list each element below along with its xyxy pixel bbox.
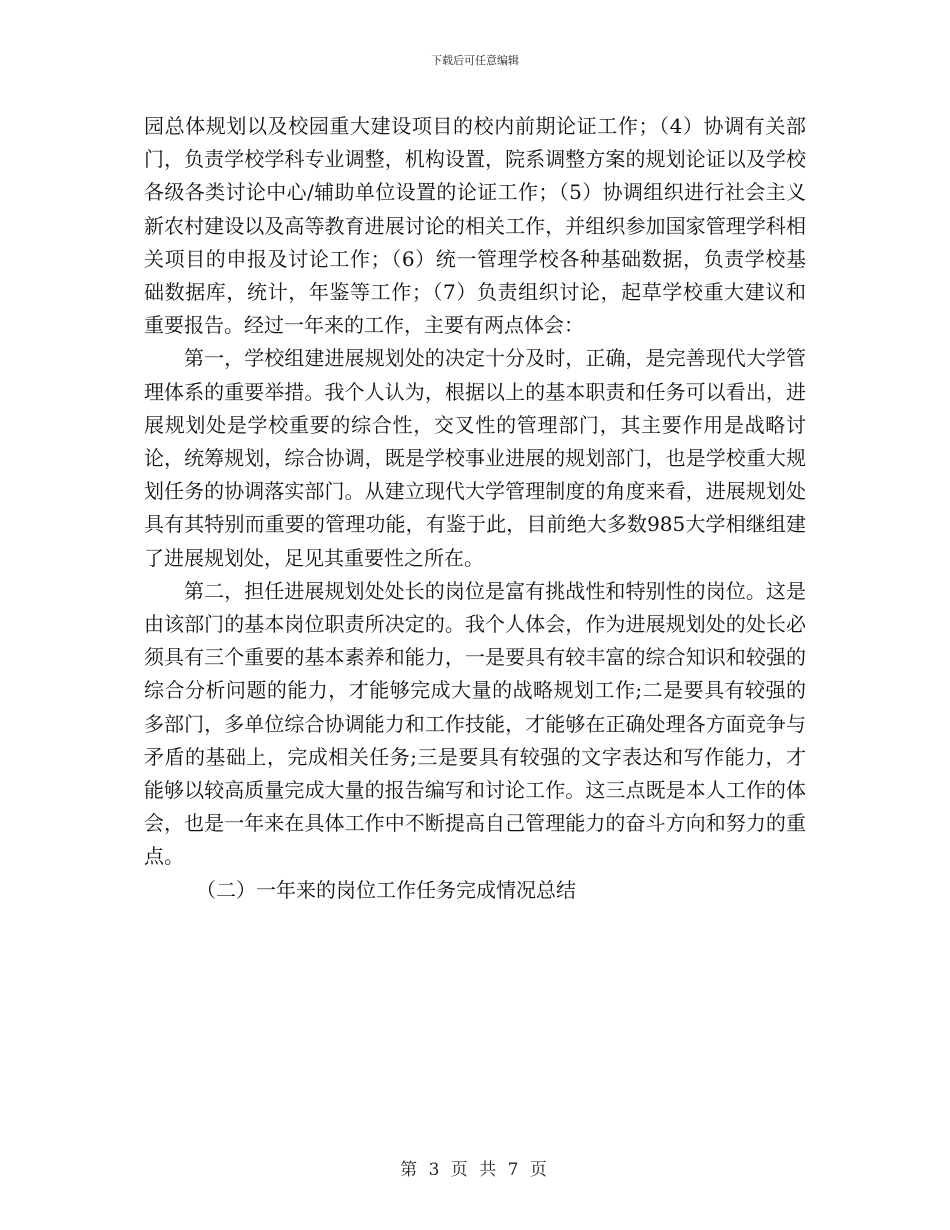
page-number-footer: 第 3 页 共 7 页 — [400, 1160, 550, 1180]
page-header: 下载后可任意编辑 — [431, 54, 519, 67]
section-heading: （二）一年来的岗位工作任务完成情况总结 — [196, 877, 576, 902]
paragraph-responsibilities: 园总体规划以及校园重大建设项目的校内前期论证工作；（4）协调有关部门，负责学校学科专业调整，机构设置，院系调整方案的规划论证以及学校各级各类讨论中心/辅助单位设置的论证工作；（5）协调组织进行社会主义新农村建设以及高等教育进展讨论的相关工作，并组织参加国家管理学科相关项目的申报及讨论工作；（6）统一管理学校各种基础数据，负责学校基础数据库，统计，年鉴等工作；（7）负责组织讨论，起草学校重大建议和重要报告。经过一年来的工作，主要有两点体会： — [144, 114, 806, 338]
paragraph-first-insight: 第一，学校组建进展规划处的决定十分及时，正确，是完善现代大学管理体系的重要举措。我个人认为，根据以上的基本职责和任务可以看出，进展规划处是学校重要的综合性，交叉性的管理部门，其主要作用是战略讨论，统筹规划，综合协调，既是学校事业进展的规划部门，也是学校重大规划任务的协调落实部门。从建立现代大学管理制度的角度来看，进展规划处具有其特别而重要的管理功能，有鉴于此，目前绝大多数985大学相继组建了进展规划处，足见其重要性之所在。 — [144, 346, 806, 570]
paragraph-second-insight: 第二，担任进展规划处处长的岗位是富有挑战性和特别性的岗位。这是由该部门的基本岗位职责所决定的。我个人体会，作为进展规划处的处长必须具有三个重要的基本素养和能力，一是要具有较丰富的综合知识和较强的综合分析问题的能力，才能够完成大量的战略规划工作;二是要具有较强的多部门，多单位综合协调能力和工作技能，才能够在正确处理各方面竞争与矛盾的基础上，完成相关任务;三是要具有较强的文字表达和写作能力，才能够以较高质量完成大量的报告编写和讨论工作。这三点既是本人工作的体会，也是一年来在具体工作中不断提高自己管理能力的奋斗方向和努力的重点。 — [144, 578, 806, 869]
document-body — [144, 110, 806, 907]
